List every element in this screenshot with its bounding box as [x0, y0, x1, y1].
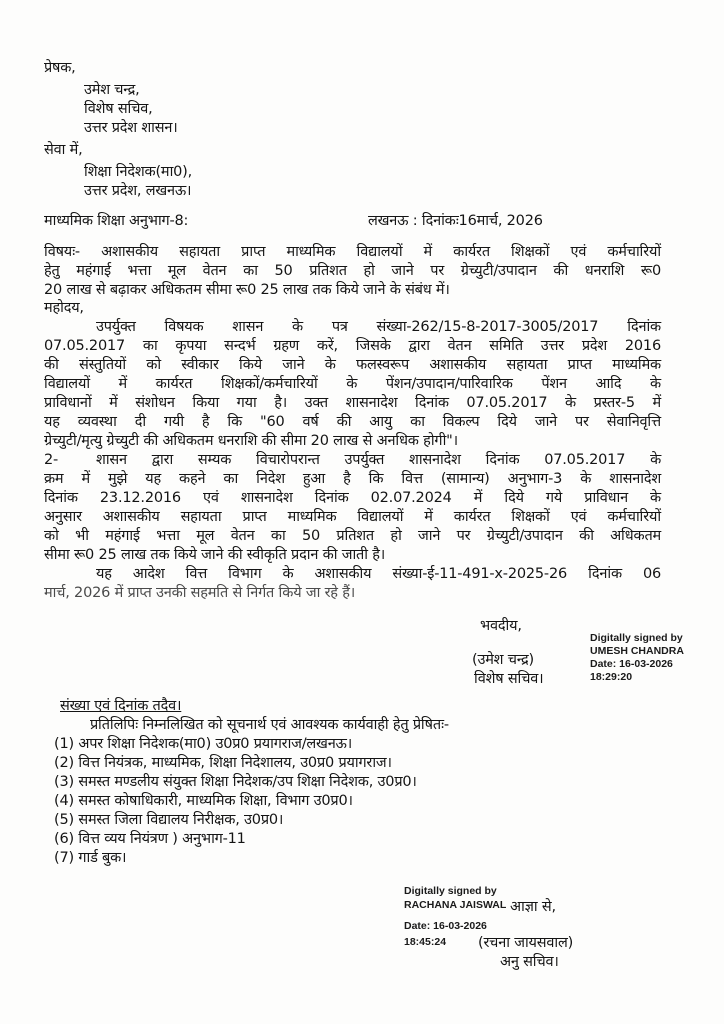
para3-line-1: यह आदेश वित्त विभाग के अशासकीय संख्या-ई-11-491-x-2025-26 दिनांक 06	[96, 566, 661, 582]
para1-line-5: प्राविधानों में संशोधन किया गया है। उक्त शासनादेश दिनांक 07.05.2017 के प्रस्तर-5 में	[44, 395, 661, 411]
copy-item-4: (4) समस्त कोषाधिकारी, माध्यमिक शिक्षा, विभाग उ0प्र0।	[54, 793, 353, 809]
para2-line-6: सीमा रू0 25 लाख तक किये जाने की स्वीकृति प्रदान की जाती है।	[44, 547, 386, 563]
recipient-label: सेवा में,	[44, 142, 83, 158]
copy-item-3: (3) समस्त मण्डलीय संयुक्त शिक्षा निदेशक/उप शिक्षा निदेशक, उ0प्र0।	[54, 774, 417, 790]
para1-line-4: विद्यालयों में कार्यरत शिक्षकों/कर्मचारियों के पेंशन/उपादान/पारिवारिक पेंशन आदि के	[44, 376, 661, 392]
copy-item-2: (2) वित्त नियंत्रक, माध्यमिक, शिक्षा निदेशालय, उ0प्र0 प्रयागराज।	[54, 755, 392, 771]
salutation: महोदय,	[44, 300, 84, 316]
copy-item-5: (5) समस्त जिला विद्यालय निरीक्षक, उ0प्र0।	[54, 812, 284, 828]
subject-line-1: विषयः- अशासकीय सहायता प्राप्त माध्यमिक विद्यालयों में कार्यरत शिक्षकों एवं कर्मचारियों	[44, 244, 661, 260]
copy-item-6: (6) वित्त व्यय नियंत्रण ) अनुभाग-11	[54, 831, 246, 847]
sig1-line-4: 18:29:20	[590, 671, 633, 683]
para2-line-1: शासन द्वारा सम्यक विचारोपरान्त उपर्युक्त शासनादेश दिनांक 07.05.2017 के	[96, 452, 661, 468]
section-label: माध्यमिक शिक्षा अनुभाग-8:	[44, 213, 189, 229]
subject-line-3: 20 लाख से बढ़ाकर अधिकतम सीमा रू0 25 लाख तक किये जाने के संबंध में।	[44, 282, 450, 298]
sig1-line-3: Date: 16-03-2026	[590, 658, 673, 670]
para1-line-3: की संस्तुतियों को स्वीकार किये जाने के फलस्वरूप अशासकीय सहायता प्राप्त माध्यमिक	[44, 357, 661, 373]
para1-line-7: ग्रेच्युटी/मृत्यु ग्रेच्युटी की अधिकतम धनराशि की सीमा 20 लाख से अनधिक होगी"।	[44, 433, 458, 449]
copy-item-7: (7) गार्ड बुक।	[54, 850, 127, 866]
sender-designation: विशेष सचिव,	[84, 101, 153, 117]
para2-line-5: को भी महंगाई भत्ता मूल वेतन का 50 प्रतिशत हो जाने पर ग्रेच्युटी/उपादान की अधिकतम	[44, 528, 661, 544]
signatory-designation: विशेष सचिव।	[474, 671, 544, 687]
sig2-line-2: RACHANA JAISWAL	[404, 899, 507, 911]
closing2-designation: अनु सचिव।	[500, 954, 559, 970]
sig2-line-4: 18:45:24	[404, 936, 447, 948]
closing2-name: (रचना जायसवाल)	[478, 935, 574, 951]
sender-label: प्रेषक,	[44, 60, 76, 76]
recipient-name: शिक्षा निदेशक(मा0),	[84, 164, 193, 180]
copy-item-1: (1) अपर शिक्षा निदेशक(मा0) उ0प्र0 प्रयागराज/लखनऊ।	[54, 736, 353, 752]
para2-line-4: अनुसार अशासकीय सहायता प्राप्त माध्यमिक विद्यालयों में कार्यरत शिक्षकों एवं कर्मचारियों	[44, 509, 661, 525]
sig2-line-3: Date: 16-03-2026	[404, 920, 487, 932]
para1-line-6: यह व्यवस्था दी गयी है कि "60 वर्ष की आयु का विकल्प दिये जाने पर सेवानिवृत्ति	[44, 414, 661, 430]
subject-line-2: हेतु महंगाई भत्ता मूल वेतन का 50 प्रतिशत हो जाने पर ग्रेच्युटी/उपादान की धनराशि रू0	[44, 263, 661, 279]
sig1-line-1: Digitally signed by	[590, 632, 683, 644]
letter-date: लखनऊ : दिनांकः16मार्च, 2026	[368, 213, 543, 229]
recipient-place: उत्तर प्रदेश, लखनऊ।	[84, 183, 192, 199]
by-order-note: आज्ञा से,	[510, 899, 556, 915]
signatory-name: (उमेश चन्द्र)	[472, 652, 534, 668]
para1-line-2: 07.05.2017 का कृपया सन्दर्भ ग्रहण करें, जिसके द्वारा वेतन समिति उत्तर प्रदेश 2016	[44, 338, 661, 354]
para2-line-3: दिनांक 23.12.2016 एवं शासनादेश दिनांक 02.07.2024 में दिये गये प्राविधान के	[44, 490, 661, 506]
copy-intro: प्रतिलिपिः निम्नलिखित को सूचनार्थ एवं आवश्यक कार्यवाही हेतु प्रेषितः-	[90, 717, 449, 733]
closing-yours: भवदीय,	[480, 618, 522, 634]
para1-line-1: उपर्युक्त विषयक शासन के पत्र संख्या-262/15-8-2017-3005/2017 दिनांक	[96, 319, 661, 335]
para3-line-2: मार्च, 2026 में प्राप्त उनकी सहमति से निर्गत किये जा रहे हैं।	[44, 585, 356, 601]
sig1-line-2: UMESH CHANDRA	[590, 645, 684, 657]
sig2-line-1: Digitally signed by	[404, 885, 497, 897]
reference-heading: संख्या एवं दिनांक तदैव।	[60, 698, 182, 714]
sender-name: उमेश चन्द्र,	[84, 82, 140, 98]
para2-number: 2-	[44, 452, 59, 468]
para2-line-2: क्रम में मुझे यह कहने का निदेश हुआ है कि वित्त (सामान्य) अनुभाग-3 के शासनादेश	[44, 471, 661, 487]
sender-office: उत्तर प्रदेश शासन।	[84, 120, 178, 136]
